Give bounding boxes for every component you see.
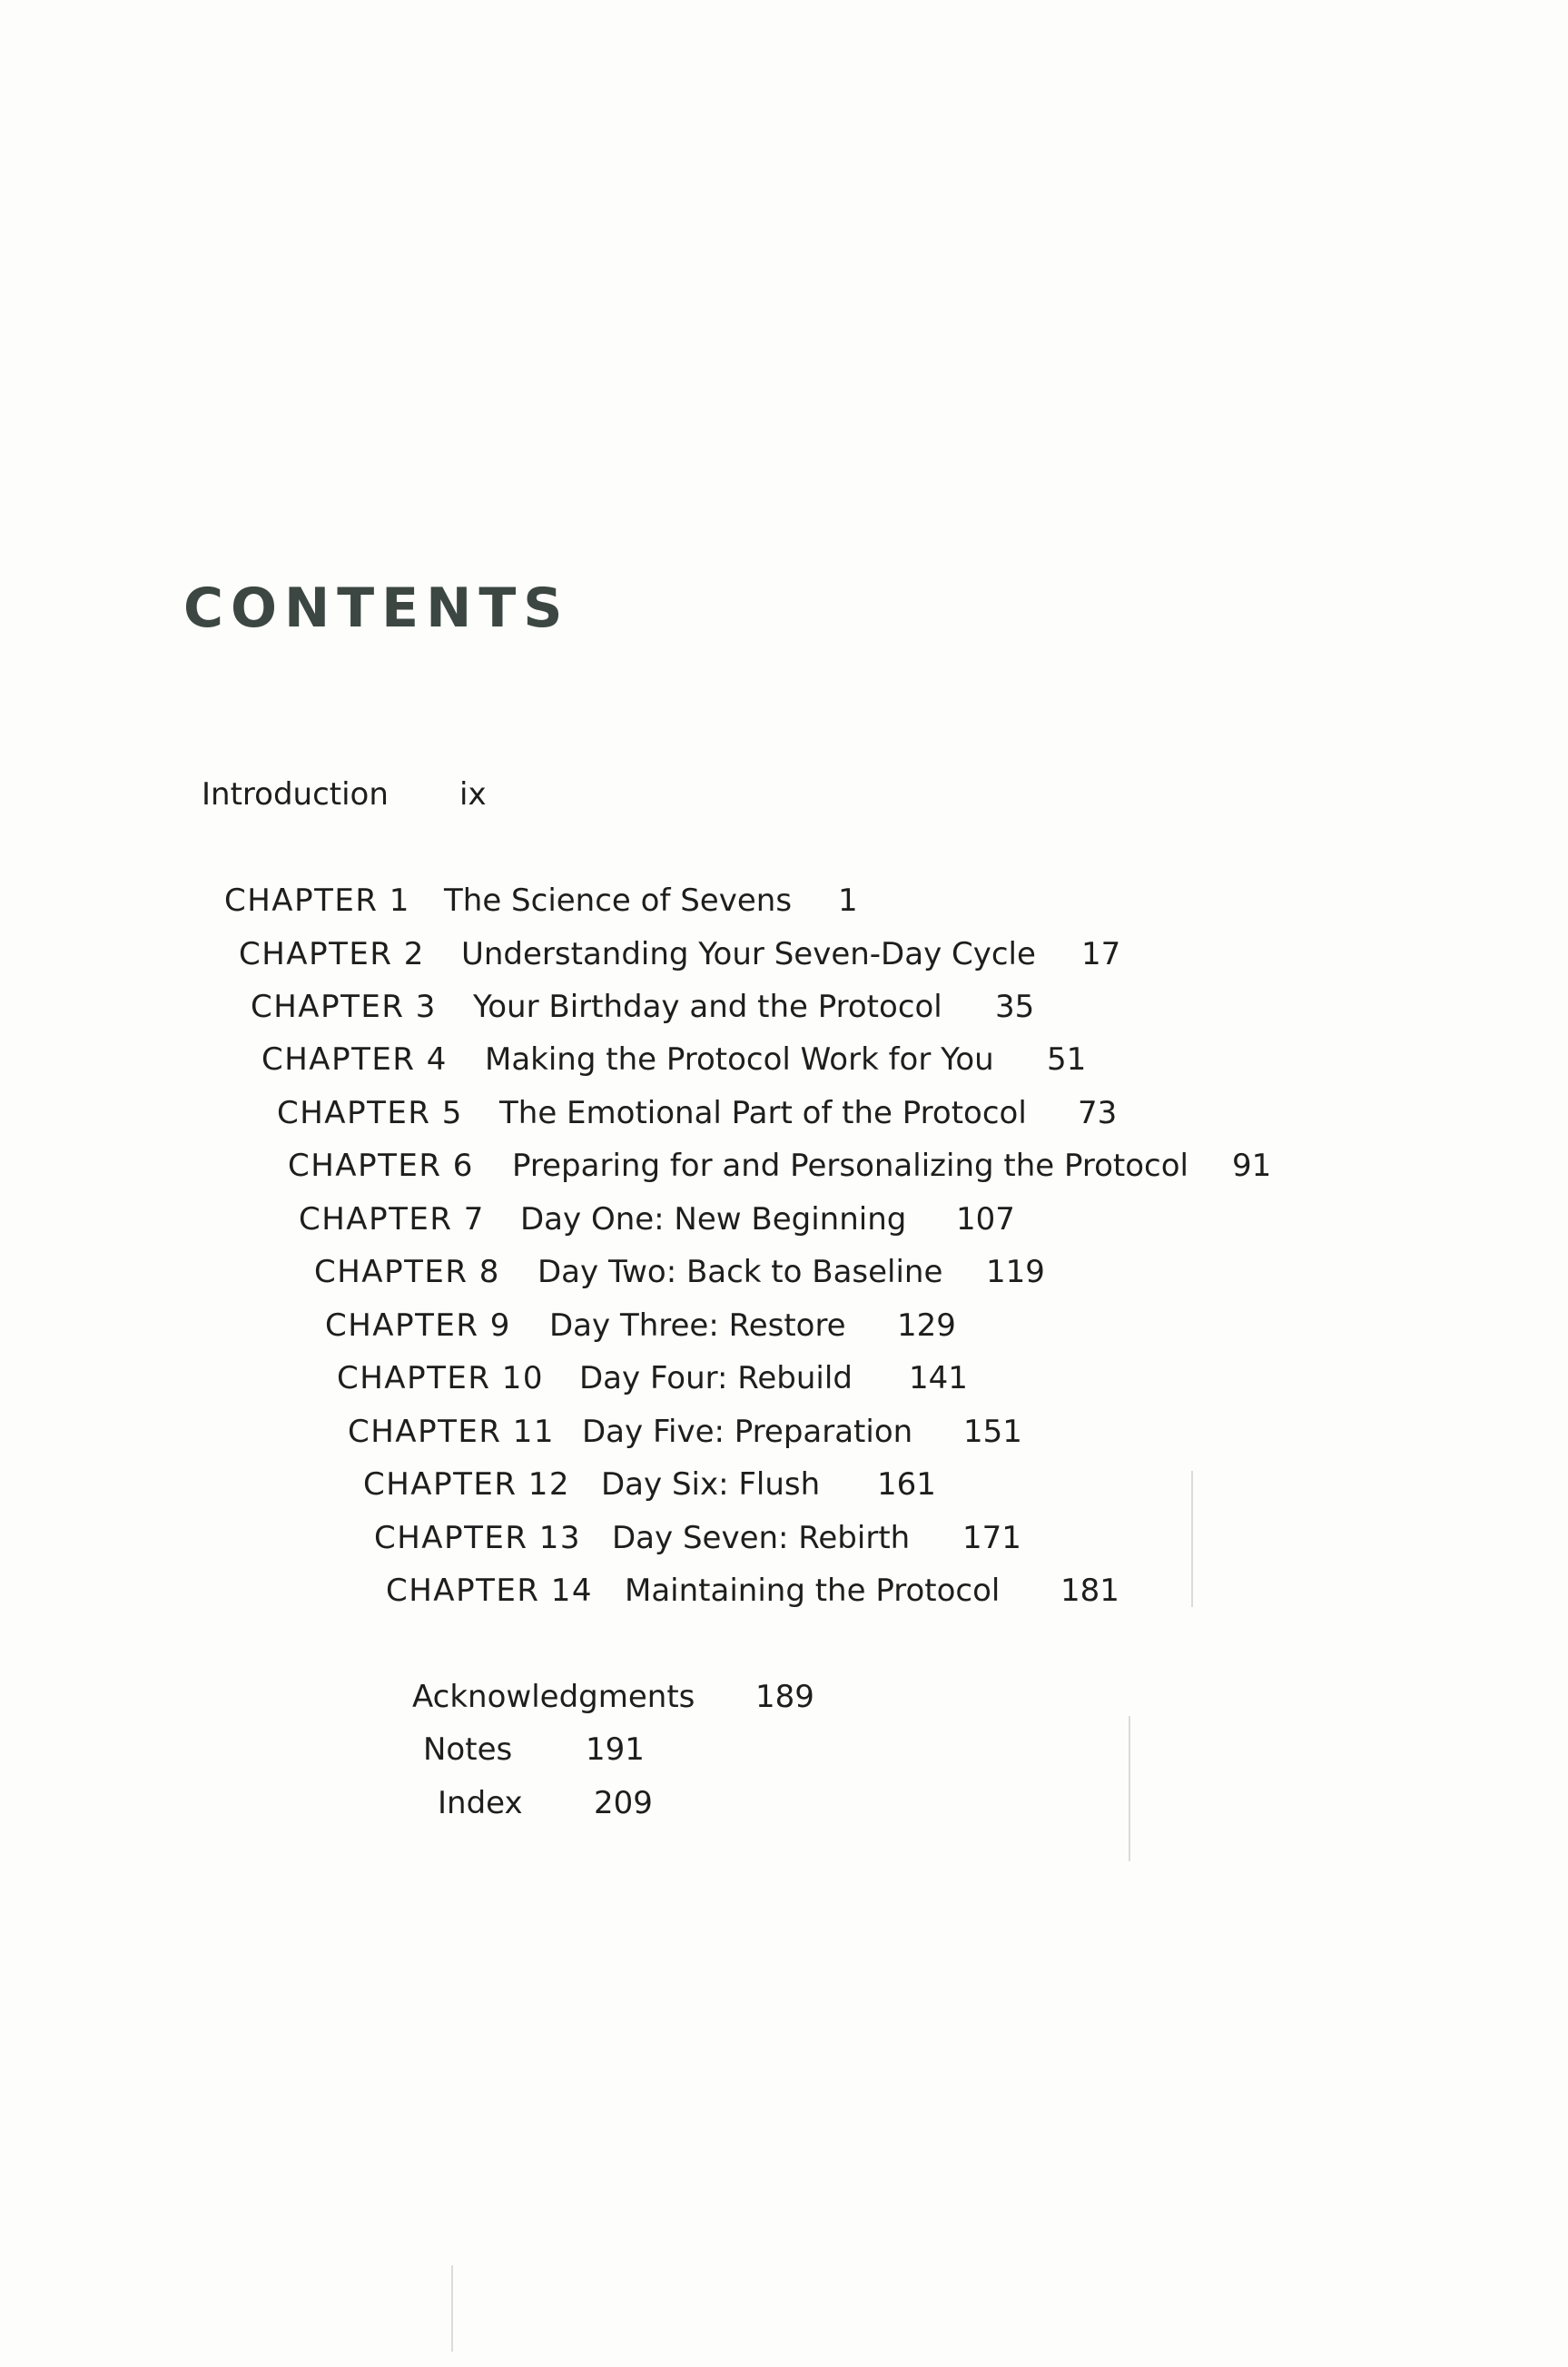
entry-title: Introduction <box>202 776 389 813</box>
chapter-title: Day One: New Beginning <box>520 1201 907 1238</box>
entry-page-number: 51 <box>1047 1041 1087 1078</box>
chapter-label: CHAPTER 13 <box>374 1520 582 1556</box>
entry-page-number: 191 <box>586 1731 645 1768</box>
chapter-label: CHAPTER 7 <box>299 1201 485 1238</box>
entry-page-number: 1 <box>838 883 858 919</box>
chapter-label: CHAPTER 8 <box>314 1254 500 1290</box>
chapter-label: CHAPTER 1 <box>224 883 410 919</box>
entry-page-number: 161 <box>877 1466 936 1503</box>
page-title: CONTENTS <box>183 577 570 640</box>
chapter-label: CHAPTER 11 <box>348 1414 556 1450</box>
chapter-title: Day Seven: Rebirth <box>612 1520 911 1556</box>
chapter-label: CHAPTER 2 <box>239 936 425 972</box>
entry-page-number: 107 <box>956 1201 1015 1238</box>
chapter-title: Day Two: Back to Baseline <box>537 1254 943 1290</box>
entry-page-number: 119 <box>986 1254 1045 1290</box>
chapter-label: CHAPTER 10 <box>337 1360 545 1396</box>
entry-page-number: 209 <box>594 1785 653 1821</box>
chapter-label: CHAPTER 6 <box>288 1148 474 1184</box>
entry-title: Index <box>438 1785 523 1821</box>
chapter-title: Understanding Your Seven-Day Cycle <box>461 936 1036 972</box>
entry-page-number: 73 <box>1078 1095 1118 1131</box>
entry-page-number: 17 <box>1081 936 1121 972</box>
chapter-label: CHAPTER 14 <box>386 1573 594 1609</box>
entry-page-number: ix <box>459 776 487 813</box>
chapter-label: CHAPTER 3 <box>251 989 437 1025</box>
entry-title: Acknowledgments <box>412 1679 695 1715</box>
entry-title: Notes <box>423 1731 513 1768</box>
chapter-title: Day Four: Rebuild <box>579 1360 853 1396</box>
chapter-title: Day Three: Restore <box>549 1307 846 1344</box>
entry-page-number: 35 <box>995 989 1035 1025</box>
entry-page-number: 129 <box>897 1307 956 1344</box>
chapter-label: CHAPTER 9 <box>325 1307 511 1344</box>
entry-page-number: 91 <box>1232 1148 1272 1184</box>
entry-page-number: 181 <box>1060 1573 1119 1609</box>
scan-mark <box>1191 1471 1193 1607</box>
entry-page-number: 189 <box>755 1679 814 1715</box>
chapter-title: The Emotional Part of the Protocol <box>499 1095 1027 1131</box>
chapter-title: Your Birthday and the Protocol <box>473 989 942 1025</box>
chapter-title: Day Five: Preparation <box>582 1414 913 1450</box>
scan-mark <box>451 2265 453 2352</box>
entry-page-number: 151 <box>963 1414 1022 1450</box>
chapter-title: Day Six: Flush <box>601 1466 821 1503</box>
chapter-label: CHAPTER 4 <box>261 1041 448 1078</box>
chapter-label: CHAPTER 5 <box>277 1095 463 1131</box>
entry-page-number: 171 <box>962 1520 1021 1556</box>
chapter-title: Making the Protocol Work for You <box>485 1041 994 1078</box>
chapter-title: The Science of Sevens <box>444 883 793 919</box>
chapter-title: Maintaining the Protocol <box>625 1573 1001 1609</box>
chapter-label: CHAPTER 12 <box>363 1466 571 1503</box>
entry-page-number: 141 <box>909 1360 968 1396</box>
chapter-title: Preparing for and Personalizing the Protocol <box>512 1148 1188 1184</box>
scan-mark <box>1129 1716 1130 1861</box>
